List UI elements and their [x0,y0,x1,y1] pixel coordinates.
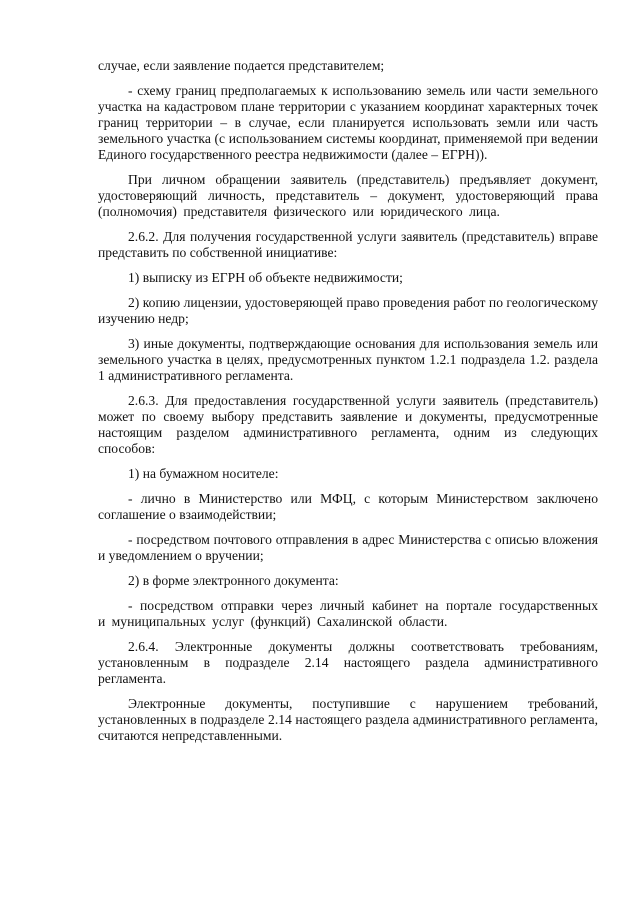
list-item-portal: - посредством отправки через личный кабинет на портале государственных и муниципальных услуг (функций) Сахалинской области. [98,598,598,629]
paragraph-electronic-invalid: Электронные документы, поступившие с нарушением требований, установленных в подразделе 2.14 настоящего раздела административного регламента, считаются непредставленными. [98,696,598,743]
paragraph-personal-visit: При личном обращении заявитель (представитель) предъявляет документ, удостоверяющий личность, представитель – документ, удостоверяющий права (полномочия) представителя физического или юридического лица. [98,172,598,219]
paragraph-2-6-4: 2.6.4. Электронные документы должны соответствовать требованиям, установленным в подразделе 2.14 настоящего раздела административного регламента. [98,639,598,686]
paragraph-2-6-2: 2.6.2. Для получения государственной услуги заявитель (представитель) вправе представить по собственной инициативе: [98,229,598,260]
list-item-by-mail: - посредством почтового отправления в адрес Министерства с описью вложения и уведомлением о вручении; [98,532,598,563]
document-body [98,58,598,753]
list-item-egrn-extract: 1) выписку из ЕГРН об объекте недвижимости; [128,270,403,285]
paragraph-2-6-3: 2.6.3. Для предоставления государственной услуги заявитель (представитель) может по своему выбору представить заявление и документы, предусмотренные настоящим разделом административного регламента, одним из следующих способов: [98,393,598,456]
list-item-paper-form: 1) на бумажном носителе: [128,466,279,481]
list-item-license-copy: 2) копию лицензии, удостоверяющей право проведения работ по геологическому изучению недр; [98,295,598,326]
list-item-electronic-form: 2) в форме электронного документа: [128,573,339,588]
paragraph-boundary-scheme: - схему границ предполагаемых к использованию земель или части земельного участка на кадастровом плане территории с указанием координат характерных точек границ территории – в случае, если планируется использовать земли или часть земельного участка (с использованием системы координат, применяемой при ведении Единого государственного реестра недвижимости (далее – ЕГРН)). [98,83,598,162]
list-item-other-documents: 3) иные документы, подтверждающие основания для использования земель или земельного участка в целях, предусмотренных пунктом 1.2.1 подраздела 1.2. раздела 1 административного регламента. [98,336,598,383]
list-item-in-person: - лично в Министерство или МФЦ, с которым Министерством заключено соглашение о взаимодействии; [98,491,598,522]
paragraph-continuation: случае, если заявление подается представителем; [98,58,385,73]
